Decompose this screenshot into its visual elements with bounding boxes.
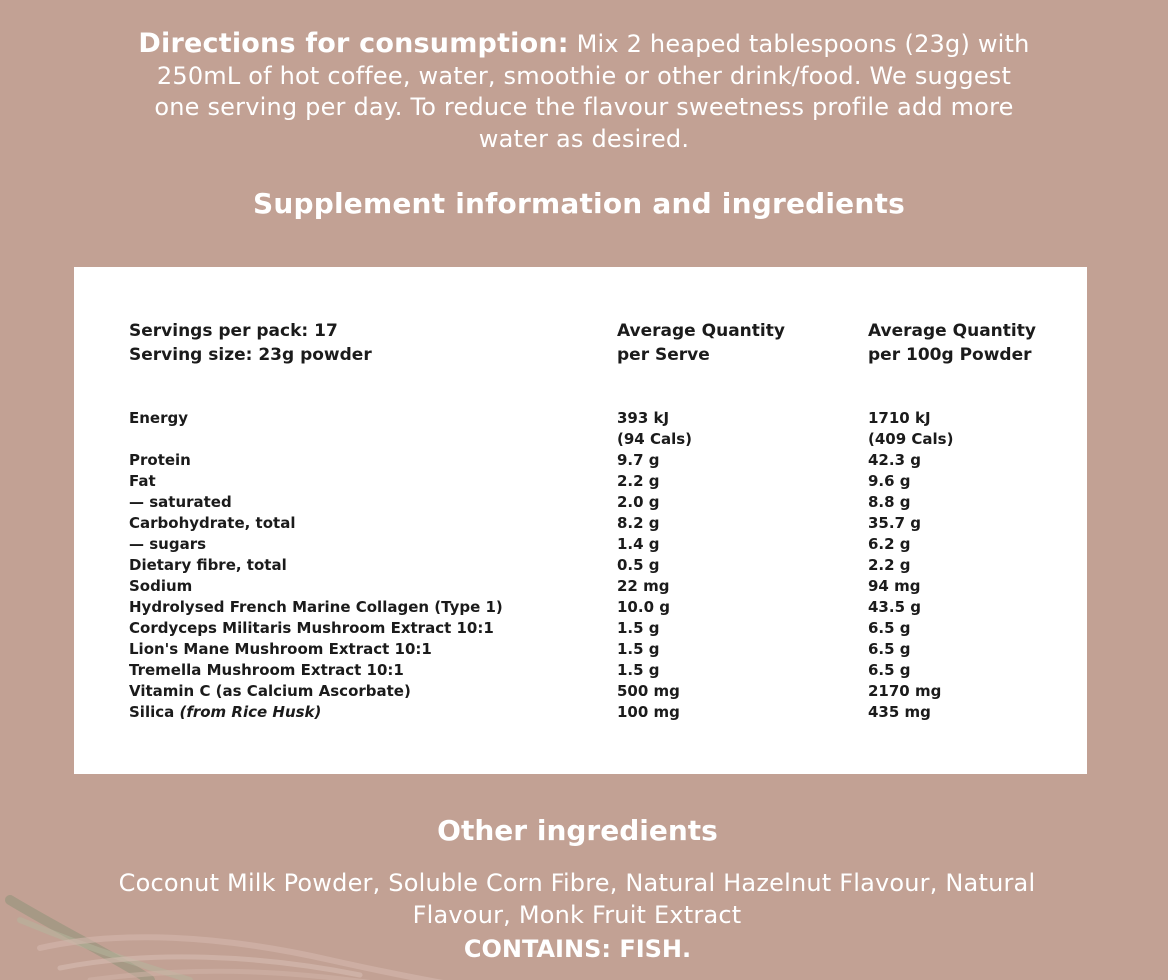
nutrient-name: Fat [129,472,156,490]
per-100g-header [868,319,1036,367]
table-row [74,555,1087,576]
nutrient-name: Protein [129,451,191,469]
nutrient-per-100g: 94 mg [868,577,921,595]
nutrient-per-100g: 43.5 g [868,598,921,616]
nutrient-name: Dietary fibre, total [129,556,287,574]
nutrient-name: Carbohydrate, total [129,514,296,532]
nutrient-name: — sugars [129,535,207,553]
nutrition-rows [74,408,1087,723]
directions-body: Mix 2 heaped tablespoons (23g) with 250mL of hot coffee, water, smoothie or other drink/food. We suggest one serving per day. To reduce the flavour sweetness profile add more water as desired. [154,30,1030,153]
nutrient-name: Vitamin C (as Calcium Ascorbate) [129,682,411,700]
servings-header [129,319,372,367]
nutrient-per-serve: 100 mg [617,703,680,721]
nutrient-per-100g: 6.2 g [868,535,911,553]
nutrient-per-serve: 22 mg [617,577,670,595]
supplement-heading: Supplement information and ingredients [253,187,905,220]
nutrient-per-serve: 1.5 g [617,619,660,637]
nutrient-per-serve: 0.5 g [617,556,660,574]
servings-per-pack: Servings per pack: 17 [129,321,338,341]
nutrient-name: Cordyceps Militaris Mushroom Extract 10:1 [129,619,494,637]
nutrient-per-100g: 6.5 g [868,661,911,679]
directions-text [134,28,1034,155]
nutrient-name: Silica [129,703,180,721]
table-row [74,408,1087,450]
nutrient-per-100g [868,408,953,450]
nutrient-per-100g-value: 1710 kJ [868,409,931,427]
per-100g-header-line1: Average Quantity [868,321,1036,341]
nutrient-per-serve [617,408,692,450]
nutrient-per-serve: 2.0 g [617,493,660,511]
table-row [74,702,1087,723]
table-row [74,450,1087,471]
nutrient-name: Lion's Mane Mushroom Extract 10:1 [129,640,432,658]
allergen-warning: CONTAINS: FISH. [463,935,692,963]
table-row [74,576,1087,597]
nutrient-per-100g: 8.8 g [868,493,911,511]
directions-label: Directions for consumption: [138,28,569,59]
nutrient-per-serve: 10.0 g [617,598,670,616]
per-serve-header [617,319,785,367]
nutrient-name: — saturated [129,493,232,511]
nutrient-name: Energy [129,409,189,427]
other-ingredients-heading: Other ingredients [437,814,718,847]
nutrient-per-serve-value: 393 kJ [617,409,670,427]
serving-size: Serving size: 23g powder [129,345,372,365]
nutrient-per-serve: 8.2 g [617,514,660,532]
nutrient-per-serve: 9.7 g [617,451,660,469]
nutrient-per-serve: 1.4 g [617,535,660,553]
nutrient-per-100g: 6.5 g [868,619,911,637]
table-row [74,513,1087,534]
nutrient-per-100g: 6.5 g [868,640,911,658]
table-row [74,681,1087,702]
table-row [74,639,1087,660]
table-row [74,597,1087,618]
nutrition-panel [74,267,1087,774]
nutrient-per-100g: 2.2 g [868,556,911,574]
nutrient-per-100g: 9.6 g [868,472,911,490]
per-serve-header-line1: Average Quantity [617,321,785,341]
nutrient-name: Tremella Mushroom Extract 10:1 [129,661,404,679]
per-100g-header-line2: per 100g Powder [868,345,1032,365]
nutrient-name: Sodium [129,577,193,595]
nutrient-per-100g-sub: (409 Cals) [868,430,954,448]
nutrient-per-serve: 500 mg [617,682,680,700]
table-row [74,471,1087,492]
table-row [74,660,1087,681]
nutrient-name: Hydrolysed French Marine Collagen (Type 1) [129,598,503,616]
nutrient-per-serve: 1.5 g [617,640,660,658]
table-row [74,534,1087,555]
nutrient-per-100g: 2170 mg [868,682,942,700]
other-ingredients-text: Coconut Milk Powder, Soluble Corn Fibre, Natural Hazelnut Flavour, Natural Flavour, Monk Fruit Extract [118,869,1036,929]
nutrient-per-serve: 1.5 g [617,661,660,679]
nutrient-per-100g: 42.3 g [868,451,921,469]
nutrient-per-100g: 435 mg [868,703,931,721]
nutrient-name-wrapper [129,702,321,723]
per-serve-header-line2: per Serve [617,345,710,365]
nutrient-per-100g: 35.7 g [868,514,921,532]
table-row [74,618,1087,639]
table-row [74,492,1087,513]
nutrient-per-serve-sub: (94 Cals) [617,430,693,448]
nutrient-name-source: (from Rice Husk) [179,703,322,721]
nutrient-per-serve: 2.2 g [617,472,660,490]
